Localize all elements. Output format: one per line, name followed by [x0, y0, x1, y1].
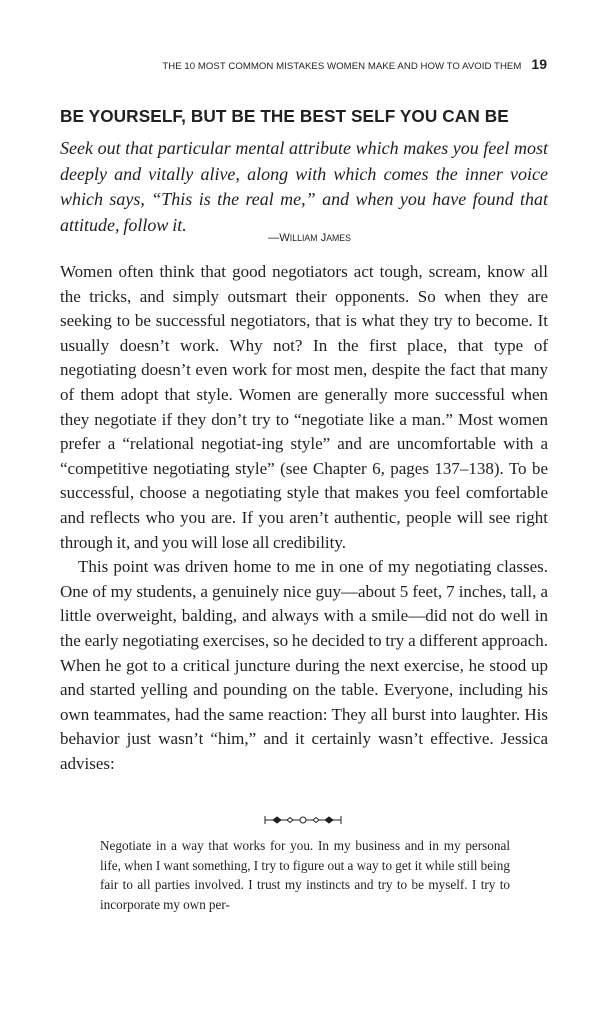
epigraph-attribution-text: —WILLIAM JAMES: [268, 232, 351, 244]
body-text: [60, 260, 548, 776]
decorative-ornament-icon: [0, 813, 605, 827]
epigraph: Seek out that particular mental attribute which makes you feel most deeply and vitally alive, along with which comes the inner voice which says, “This is the real me,” and when you have found that attitude, follow it.: [60, 138, 548, 235]
running-head-title: THE 10 MOST COMMON MISTAKES WOMEN MAKE AND HOW TO AVOID THEM: [162, 61, 522, 72]
page-number: 19: [531, 56, 547, 72]
section-heading: BE YOURSELF, BUT BE THE BEST SELF YOU CAN BE: [60, 106, 509, 126]
body-paragraph-2: This point was driven home to me in one of my negotiating classes. One of my students, a genuinely nice guy—about 5 feet, 7 inches, tall, a little overweight, balding, and always with a smile—did not do well in the early negotiating exercises, so he decided to try a different approach. When he got to a critical juncture during the next exercise, he stood up and started yelling and pounding on the table. Everyone, including his own teammates, had the same reaction: They all burst into laughter. His behavior just wasn’t “him,” and it certainly wasn’t effective. Jessica advises:: [60, 557, 548, 773]
running-head: [162, 56, 547, 72]
body-paragraph-1: Women often think that good negotiators act tough, scream, know all the tricks, and simply outsmart their opponents. So when they are seeking to be successful negotiators, that is what they try to become. It usually doesn’t work. Why not? In the first place, that type of negotiating doesn’t even work for most men, despite the fact that many of them adopt that style. Women are generally more successful when they negotiate if they don’t try to “negotiate like a man.” Most women prefer a “relational negotiat-ing style” and are uncomfortable with a “competitive negotiating style” (see Chapter 6, pages 137–138). To be successful, choose a negotiating style that makes you feel comfortable and reflects who you are. If you aren’t authentic, people will see right through it, and you will lose all credibility.: [60, 262, 548, 552]
epigraph-attribution: [0, 232, 605, 244]
block-quote: Negotiate in a way that works for you. In my business and in my personal life, when I want something, I try to figure out a way to get it while still being fair to all parties involved. I trust my instincts and try to be myself. I try to incorporate my own per-: [100, 838, 510, 912]
